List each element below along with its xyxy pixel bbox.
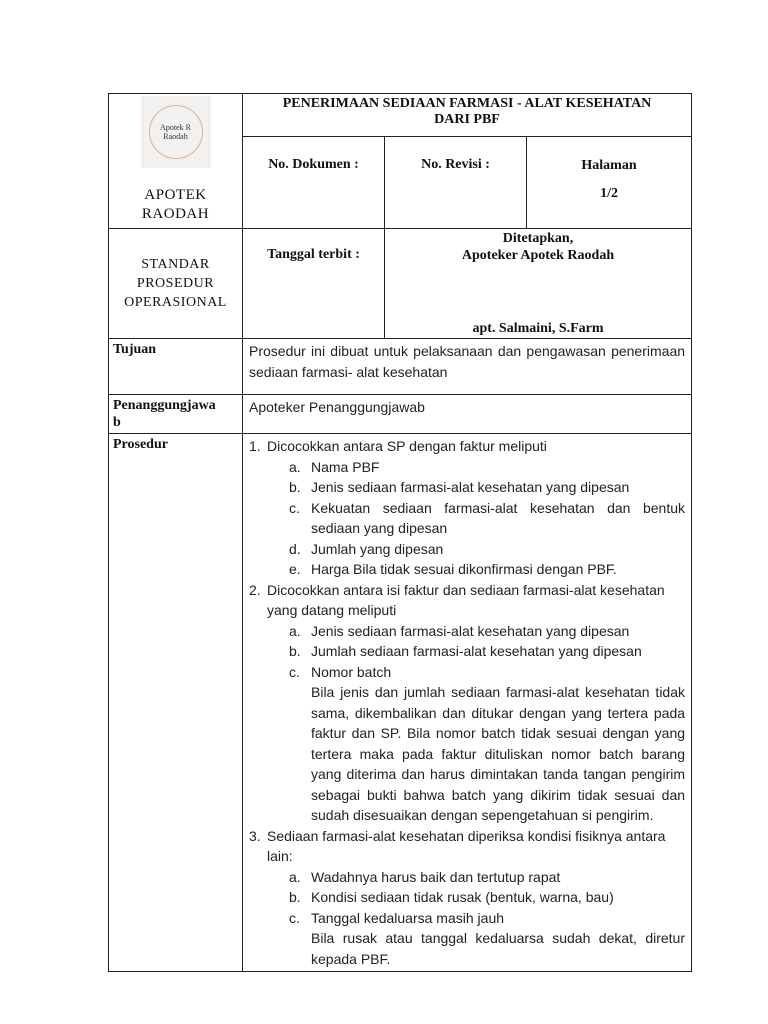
sop-table [108, 93, 692, 972]
step-number: 1. [249, 438, 261, 454]
penanggungjawab-label-line1: Penanggungjawa [113, 398, 216, 413]
sop-line3: OPERASIONAL [124, 295, 227, 310]
item-text: Jumlah sediaan farmasi-alat kesehatan yang dipesan [311, 643, 642, 659]
item-text: Wadahnya harus baik dan tertutup rapat [311, 868, 561, 885]
sop-line1: STANDAR [141, 257, 210, 272]
list-item [267, 621, 685, 642]
tujuan-label-cell [109, 339, 243, 395]
logo-text-line2: Raodah [163, 132, 188, 141]
item-letter: a. [289, 622, 301, 639]
apotek-logo [141, 96, 211, 168]
ditetapkan-label: Ditetapkan, [502, 231, 574, 246]
item-text: Kekuatan sediaan farmasi-alat kesehatan dan bentuk sediaan yang dipesan [311, 499, 686, 536]
item-text: Nomor batch [311, 663, 392, 680]
list-item [267, 477, 685, 498]
tujuan-text: Prosedur ini dibuat untuk pelaksanaan dan pengawasan penerimaan sediaan farmasi- alat kesehatan [249, 343, 686, 380]
item-letter: b. [289, 889, 301, 905]
item-letter: a. [289, 868, 301, 885]
item-letter: c. [289, 663, 300, 680]
list-item [267, 457, 685, 478]
item-text: Jenis sediaan farmasi-alat kesehatan yang dipesan [311, 622, 630, 639]
ditetapkan-cell [385, 229, 692, 339]
step-subitems [267, 457, 685, 580]
list-item [267, 887, 685, 908]
list-item [267, 498, 685, 539]
item-letter: b. [289, 643, 301, 659]
step-subitems [267, 621, 685, 683]
tujuan-label: Tujuan [113, 342, 157, 357]
step-note: Bila rusak atau tanggal kedaluarsa sudah dekat, diretur kepada PBF. [311, 930, 686, 967]
prosedur-label-cell [109, 434, 243, 972]
penanggungjawab-label-line2: b [113, 415, 121, 430]
item-text: Tanggal kedaluarsa masih jauh [311, 909, 505, 926]
sop-label-cell [109, 229, 243, 339]
step-text: Dicocokkan antara SP dengan faktur meliputi [267, 438, 547, 454]
no-revisi-label: No. Revisi : [421, 157, 490, 173]
step-number: 3. [249, 827, 261, 844]
item-text: Nama PBF [311, 458, 380, 475]
list-item [267, 559, 685, 580]
penanggungjawab-label-cell [109, 395, 243, 434]
ditetapkan-role: Apoteker Apotek Raodah [461, 248, 615, 263]
prosedur-step [249, 580, 685, 826]
list-item [267, 641, 685, 662]
item-text: Jenis sediaan farmasi-alat kesehatan yang dipesan [311, 479, 630, 495]
halaman-cell [527, 137, 692, 229]
item-text: Jumlah yang dipesan [311, 540, 444, 557]
list-item [267, 539, 685, 560]
tanggal-terbit-label: Tanggal terbit : [267, 247, 360, 262]
logo-text-line1: Apotek R [160, 123, 191, 132]
prosedur-content [243, 434, 692, 972]
item-text: Kondisi sediaan tidak rusak (bentuk, warna, bau) [311, 889, 614, 905]
title-line2: DARI PBF [434, 112, 500, 127]
title-line1: PENERIMAAN SEDIAAN FARMASI - ALAT KESEHATAN [282, 96, 652, 111]
sop-line2: PROSEDUR [136, 276, 215, 291]
document-title [243, 94, 692, 137]
halaman-value: 1/2 [600, 186, 618, 202]
item-letter: d. [289, 540, 301, 557]
item-letter: a. [289, 458, 301, 475]
apotek-name-line2: RAODAH [141, 206, 210, 222]
item-text: Harga Bila tidak sesuai dikonfirmasi dengan PBF. [311, 561, 617, 577]
step-note: Bila jenis dan jumlah sediaan farmasi-alat kesehatan tidak sama, dikembalikan dan ditukar dengan yang tertera pada faktur dan SP. Bila nomor batch tidak sesuai dengan yang tertera maka pada faktur dituliskan nomor batch barang yang diterima dan harus dimintakan tanda tangan pengirim sebagai bukti bahwa batch yang dikirim tidak sesuai dan sudah disesuaikan dengan sepengetahuan si pengirim. [311, 684, 686, 823]
signatory-name: apt. Salmaini, S.Farm [472, 321, 604, 336]
list-item [267, 662, 685, 683]
prosedur-label: Prosedur [113, 437, 168, 452]
tujuan-content [243, 339, 692, 395]
apotek-name-line1: APOTEK [144, 187, 207, 203]
logo-ring [149, 105, 203, 159]
prosedur-step [249, 436, 685, 580]
apotek-name [109, 186, 242, 228]
step-number: 2. [249, 581, 261, 598]
step-text: Sediaan farmasi-alat kesehatan diperiksa kondisi fisiknya antara lain: [267, 827, 666, 864]
no-dokumen-label: No. Dokumen : [268, 157, 359, 173]
penanggungjawab-content [243, 395, 692, 434]
item-letter: b. [289, 479, 301, 495]
item-letter: e. [289, 561, 301, 577]
item-letter: c. [289, 499, 300, 516]
step-text: Dicocokkan antara isi faktur dan sediaan farmasi-alat kesehatan yang datang meliputi [267, 581, 665, 618]
no-dokumen-cell [243, 137, 385, 229]
list-item [267, 908, 685, 929]
penanggungjawab-text: Apoteker Penanggungjawab [249, 399, 425, 415]
prosedur-step [249, 826, 685, 970]
tanggal-terbit-cell [243, 229, 385, 339]
halaman-label: Halaman [581, 158, 637, 174]
item-letter: c. [289, 909, 300, 926]
list-item [267, 867, 685, 888]
prosedur-steps [249, 436, 685, 969]
no-revisi-cell [385, 137, 527, 229]
logo-cell [109, 94, 243, 229]
step-subitems [267, 867, 685, 929]
